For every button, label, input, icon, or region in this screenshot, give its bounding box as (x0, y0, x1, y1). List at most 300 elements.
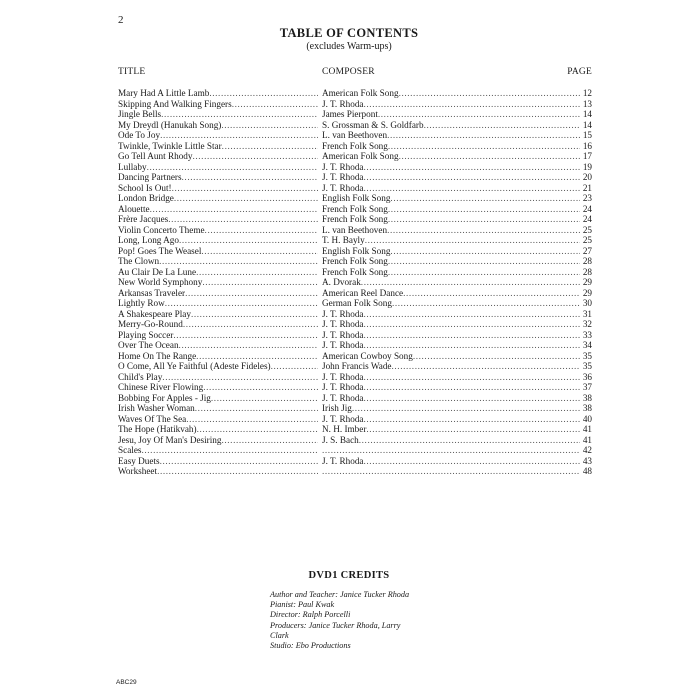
toc-entry-composer (322, 445, 580, 456)
toc-entry-composer (322, 193, 580, 204)
toc-entry-title (118, 435, 318, 446)
toc-entry (118, 256, 592, 267)
toc-entry-composer (322, 88, 580, 99)
toc-entry-title-text: Dancing Partners (118, 172, 182, 182)
toc-entry-page: 14 (582, 109, 592, 119)
toc-entry-page: 29 (582, 277, 592, 287)
toc-entry-page: 16 (582, 140, 592, 151)
dot-leader (364, 172, 580, 182)
toc-entry-page: 41 (582, 424, 592, 434)
toc-entry (118, 204, 592, 215)
toc-entry-title (118, 277, 318, 288)
toc-entry-composer-text: John Francis Wade (322, 361, 392, 371)
toc-entry-composer-text: L. van Beethoven (322, 130, 388, 140)
toc-entry-composer-text: J. T. Rhoda (322, 371, 364, 382)
toc-entry-title-text: Easy Duets (118, 455, 160, 466)
dot-leader (387, 225, 580, 235)
toc-entry (118, 99, 592, 110)
toc-entry (118, 172, 592, 183)
toc-entry-title-text: Bobbing For Apples - Jig (118, 392, 211, 403)
toc-entry-title-text: Jesu, Joy Of Man's Desiring (118, 434, 222, 445)
toc-entry-title-text: School Is Out! (118, 182, 172, 193)
toc-entry-page: 48 (582, 466, 592, 476)
dot-leader (202, 277, 318, 287)
toc-entry-composer-text: American Folk Song (322, 151, 399, 161)
dot-leader (378, 109, 580, 119)
toc-entry (118, 235, 592, 246)
toc-entry-title (118, 267, 318, 278)
toc-entry-title-text: Scales (118, 445, 142, 455)
dot-leader (359, 435, 580, 445)
toc-entry-title (118, 445, 318, 456)
toc-entry-page: 43 (582, 455, 592, 466)
toc-entry-page: 28 (582, 256, 592, 266)
toc-entry-title (118, 403, 318, 414)
toc-entry (118, 424, 592, 435)
header-composer: COMPOSER (322, 67, 375, 77)
dot-leader (205, 225, 318, 235)
toc-entry-title-text: Playing Soccer (118, 329, 174, 340)
dot-leader (174, 193, 318, 203)
credit-line: Pianist: Paul Kwak (270, 600, 335, 610)
toc-entry-title (118, 162, 318, 173)
toc-entry-title-text: The Hope (Hatikvah) (118, 424, 197, 434)
toc-entry-title-text: Lullaby (118, 161, 147, 172)
credit-line: Author and Teacher: Janice Tucker Rhoda (270, 590, 410, 599)
toc-entry-title (118, 319, 318, 330)
toc-entry-composer-text: A. Dvorak (322, 277, 361, 287)
toc-entry (118, 183, 592, 194)
toc-entry (118, 277, 592, 288)
toc-entry-title (118, 214, 318, 225)
page-subtitle: (excludes Warm-ups) (306, 41, 392, 52)
toc-entry-composer (322, 256, 580, 267)
toc-entry-title (118, 456, 318, 467)
dot-leader (172, 183, 318, 193)
toc-entry-page: 27 (582, 245, 592, 256)
toc-entry (118, 120, 592, 131)
credits-heading: DVD1 CREDITS (308, 570, 390, 581)
dot-leader (168, 214, 318, 224)
toc-list (118, 88, 592, 477)
dot-leader (352, 403, 580, 413)
dot-leader (390, 193, 580, 203)
toc-entry-title (118, 298, 318, 309)
toc-entry-title-text: Lightly Row (118, 298, 165, 308)
dot-leader (203, 382, 318, 392)
dot-leader (232, 99, 318, 109)
toc-entry-composer (322, 172, 580, 183)
toc-entry-composer-text: J. T. Rhoda (322, 392, 364, 403)
dot-leader (191, 309, 318, 319)
toc-entry-title (118, 235, 318, 246)
dot-leader (387, 130, 580, 140)
toc-entry-title (118, 204, 318, 215)
toc-entry-title-text: The Clown (118, 256, 160, 266)
dot-leader (141, 445, 318, 455)
toc-entry-page: 19 (582, 161, 592, 172)
dot-leader (179, 235, 318, 245)
dot-leader (221, 120, 318, 130)
toc-entry-composer (322, 319, 580, 330)
toc-entry-title-text: Over The Ocean (118, 340, 179, 350)
dot-leader (182, 172, 318, 182)
toc-entry-composer-text: Irish Jig (322, 403, 352, 413)
toc-entry-title-text: Ode To Joy (118, 130, 161, 140)
toc-entry-title-text: A Shakespeare Play (118, 308, 191, 319)
toc-entry-page: 25 (582, 235, 592, 245)
dot-leader (173, 330, 318, 340)
dot-leader (192, 151, 318, 161)
toc-entry-composer-text: J. T. Rhoda (322, 329, 364, 340)
toc-entry (118, 330, 592, 341)
toc-entry-composer-text: J. T. Rhoda (322, 161, 364, 172)
toc-entry (118, 109, 592, 120)
toc-entry-title (118, 256, 318, 267)
toc-entry-page: 35 (582, 350, 592, 361)
toc-entry-composer (322, 225, 580, 236)
toc-entry-title-text: Waves Of The Sea (118, 413, 187, 424)
dot-leader (399, 88, 580, 98)
toc-entry-page: 12 (582, 88, 592, 98)
toc-entry-page: 36 (582, 371, 592, 382)
dot-leader (390, 246, 580, 256)
toc-entry-title (118, 99, 318, 110)
dot-leader (159, 256, 318, 266)
toc-entry-title (118, 414, 318, 425)
toc-entry-title-text: Merry-Go-Round (118, 319, 183, 329)
toc-entry-composer-text: French Folk Song (322, 214, 388, 224)
toc-entry-title-text: New World Symphony (118, 277, 203, 287)
toc-entry-page: 38 (582, 392, 592, 403)
toc-entry-title (118, 382, 318, 393)
toc-entry-title-text: Long, Long Ago (118, 235, 179, 245)
toc-entry-composer (322, 235, 580, 246)
dot-leader (271, 361, 318, 371)
toc-entry-composer (322, 151, 580, 162)
toc-entry-composer (322, 246, 580, 257)
toc-entry-composer (322, 351, 580, 362)
toc-entry (118, 141, 592, 152)
toc-entry (118, 340, 592, 351)
toc-entry (118, 403, 592, 414)
toc-entry-page: 40 (582, 413, 592, 424)
toc-entry-page: 17 (582, 151, 592, 161)
toc-entry-composer-text: J. T. Rhoda (322, 455, 364, 466)
dot-leader (392, 298, 580, 308)
credit-line: Studio: Ebo Productions (270, 641, 351, 651)
toc-entry-page: 13 (582, 98, 592, 109)
toc-entry-page: 20 (582, 172, 592, 182)
toc-entry-composer (322, 267, 580, 278)
toc-entry-composer-text: French Folk Song (322, 140, 388, 151)
dot-leader (165, 298, 318, 308)
dot-leader (221, 435, 318, 445)
toc-entry-composer (322, 330, 580, 341)
credit-line: Director: Ralph Porcelli (270, 610, 351, 620)
header-page: PAGE (567, 67, 592, 77)
toc-entry-composer (322, 214, 580, 225)
dot-leader (196, 351, 318, 361)
toc-entry-title (118, 225, 318, 236)
toc-entry-composer (322, 456, 580, 467)
toc-entry (118, 225, 592, 236)
toc-entry-title (118, 288, 318, 299)
toc-entry-title-text: Jingle Bells (118, 109, 162, 119)
dot-leader (179, 340, 318, 350)
toc-entry (118, 309, 592, 320)
credits-block (270, 590, 409, 651)
toc-entry-composer-text: English Folk Song (322, 193, 391, 203)
toc-entry (118, 361, 592, 372)
dot-leader (364, 372, 580, 382)
toc-entry (118, 466, 592, 477)
toc-entry-title-text: Pop! Goes The Weasel (118, 245, 202, 256)
toc-entry-page: 31 (582, 308, 592, 319)
toc-entry-title-text: Go Tell Aunt Rhody (118, 151, 193, 161)
toc-entry-composer-text: James Pierpont (322, 109, 378, 119)
page-title: TABLE OF CONTENTS (279, 26, 419, 40)
toc-entry-composer-text: J. T. Rhoda (322, 413, 364, 424)
dot-leader (364, 162, 580, 172)
dot-leader (364, 456, 580, 466)
toc-entry-composer (322, 414, 580, 425)
toc-entry-title-text: Mary Had A Little Lamb (118, 88, 210, 98)
toc-entry (118, 456, 592, 467)
dot-leader (364, 340, 580, 350)
page-number: 2 (118, 14, 124, 26)
toc-entry-composer (322, 183, 580, 194)
toc-entry-title-text: Frère Jacques (118, 214, 169, 224)
dot-leader (195, 403, 318, 413)
toc-entry-composer-text: French Folk Song (322, 266, 388, 277)
dot-leader (147, 162, 318, 172)
toc-entry-composer (322, 340, 580, 351)
toc-entry-composer (322, 361, 580, 372)
toc-entry-composer (322, 424, 580, 435)
dot-leader (388, 267, 580, 277)
toc-entry-composer (322, 372, 580, 383)
toc-entry-page: 14 (582, 119, 592, 130)
toc-entry-page: 25 (582, 224, 592, 235)
toc-entry-page: 30 (582, 298, 592, 308)
toc-entry-page: 29 (582, 287, 592, 298)
toc-entry (118, 162, 592, 173)
toc-entry-page: 24 (582, 203, 592, 214)
toc-entry-page: 15 (582, 130, 592, 140)
toc-entry-page: 35 (582, 361, 592, 371)
toc-entry-composer-text: J. T. Rhoda (322, 182, 364, 193)
toc-entry-title (118, 330, 318, 341)
toc-entry-composer-text: American Reel Dance (322, 287, 404, 298)
toc-entry-title-text: My Dreydl (Hanukah Song) (118, 119, 222, 130)
toc-entry (118, 372, 592, 383)
dot-leader (399, 151, 580, 161)
toc-entry-composer (322, 382, 580, 393)
toc-entry-composer-text: L. van Beethoven (322, 224, 388, 235)
toc-entry (118, 214, 592, 225)
toc-entry-composer (322, 130, 580, 141)
toc-entry-composer (322, 298, 580, 309)
toc-entry (118, 193, 592, 204)
toc-entry-page: 42 (582, 445, 592, 455)
toc-entry-title-text: London Bridge (118, 193, 174, 203)
toc-entry-title-text: Child's Play (118, 371, 163, 382)
toc-entry-title (118, 309, 318, 320)
dot-leader (157, 466, 318, 476)
toc-entry (118, 382, 592, 393)
dot-leader (366, 424, 580, 434)
dot-leader (196, 267, 318, 277)
toc-entry-composer-text: J. T. Rhoda (322, 308, 364, 319)
toc-entry-title-text: Skipping And Walking Fingers (118, 98, 232, 109)
toc-entry-composer-text: J. T. Rhoda (322, 98, 364, 109)
toc-entry-composer (322, 109, 580, 120)
toc-entry-page: 21 (582, 182, 592, 193)
toc-entry-composer-text: German Folk Song (322, 298, 392, 308)
toc-entry-page: 32 (582, 319, 592, 329)
toc-entry (118, 319, 592, 330)
toc-entry (118, 88, 592, 99)
toc-entry-title (118, 120, 318, 131)
dot-leader (185, 288, 318, 298)
toc-entry-composer-text: J. S. Bach (322, 434, 359, 445)
toc-entry-title (118, 351, 318, 362)
toc-entry-composer-text: J. T. Rhoda (322, 319, 364, 329)
dot-leader (364, 393, 580, 403)
toc-entry-composer (322, 288, 580, 299)
dot-leader (183, 319, 318, 329)
toc-entry-title-text: Irish Washer Woman (118, 403, 195, 413)
toc-entry-page: 34 (582, 340, 592, 350)
dot-leader (364, 309, 580, 319)
toc-entry (118, 130, 592, 141)
dot-leader (186, 414, 318, 424)
toc-entry-composer (322, 204, 580, 215)
toc-entry-page: 28 (582, 266, 592, 277)
dot-leader (388, 256, 580, 266)
toc-entry-title-text: Au Clair De La Lune (118, 266, 197, 277)
toc-entry-composer-text: American Folk Song (322, 88, 399, 98)
toc-entry-title-text: Worksheet (118, 466, 158, 476)
toc-entry-composer (322, 393, 580, 404)
toc-entry-composer-text: S. Grossman & S. Goldfarb (322, 119, 424, 130)
dot-leader (364, 319, 580, 329)
toc-entry-composer (322, 435, 580, 446)
toc-entry-title (118, 246, 318, 257)
toc-entry-composer (322, 277, 580, 288)
dot-leader (160, 130, 318, 140)
dot-leader (162, 372, 318, 382)
toc-entry-composer-text: American Cowboy Song (322, 350, 413, 361)
toc-entry-composer (322, 99, 580, 110)
dot-leader (222, 141, 318, 151)
dot-leader (209, 88, 318, 98)
toc-entry-composer (322, 120, 580, 131)
credit-line: Producers: Janice Tucker Rhoda, Larry (270, 620, 401, 630)
footer-code: ABC29 (116, 679, 137, 686)
dot-leader (392, 361, 580, 371)
toc-entry-title (118, 88, 318, 99)
dot-leader (197, 424, 318, 434)
dot-leader (211, 393, 318, 403)
toc-entry-title (118, 340, 318, 351)
dot-leader (364, 183, 580, 193)
toc-entry-composer (322, 162, 580, 173)
toc-entry (118, 414, 592, 425)
toc-entry-title (118, 193, 318, 204)
dot-leader (160, 456, 318, 466)
toc-entry-title (118, 151, 318, 162)
toc-entry-title (118, 372, 318, 383)
toc-entry-composer-text: J. T. Rhoda (322, 382, 364, 392)
toc-entry-title (118, 393, 318, 404)
toc-entry-title (118, 141, 318, 152)
dot-leader (365, 235, 580, 245)
toc-entry-composer-text: English Folk Song (322, 245, 391, 256)
toc-entry-title (118, 183, 318, 194)
toc-entry (118, 393, 592, 404)
toc-entry-composer (322, 309, 580, 320)
toc-entry-composer-text: J. T. Rhoda (322, 340, 364, 350)
toc-entry (118, 351, 592, 362)
toc-entry-title-text: Twinkle, Twinkle Little Star (118, 140, 222, 151)
toc-entry-composer-text: J. T. Rhoda (322, 172, 364, 182)
toc-entry (118, 246, 592, 257)
dot-leader (150, 204, 318, 214)
toc-entry (118, 298, 592, 309)
toc-entry-title-text: O Come, All Ye Faithful (Adeste Fideles) (118, 361, 271, 371)
toc-entry-composer (322, 141, 580, 152)
toc-entry (118, 288, 592, 299)
toc-entry-page: 33 (582, 329, 592, 340)
toc-entry-composer-text: French Folk Song (322, 203, 388, 214)
dot-leader (388, 204, 580, 214)
toc-entry-title (118, 130, 318, 141)
toc-entry-title (118, 466, 318, 477)
toc-entry (118, 151, 592, 162)
dot-leader (364, 414, 580, 424)
dot-leader (364, 330, 580, 340)
dot-leader (322, 466, 580, 476)
dot-leader (361, 277, 580, 287)
credit-line: Clark (270, 630, 289, 640)
dot-leader (161, 109, 318, 119)
dot-leader (388, 141, 580, 151)
dot-leader (201, 246, 318, 256)
toc-entry-composer-text: French Folk Song (322, 256, 388, 266)
header-title: TITLE (118, 67, 146, 77)
toc-entry-composer (322, 466, 580, 477)
toc-entry-composer-text: T. H. Bayly (322, 235, 365, 245)
toc-entry-title-text: Violin Concerto Theme (118, 224, 205, 235)
dot-leader (364, 382, 580, 392)
toc-entry-title (118, 172, 318, 183)
toc-entry (118, 435, 592, 446)
toc-entry-page: 37 (582, 382, 592, 392)
toc-entry-title (118, 109, 318, 120)
toc-entry (118, 267, 592, 278)
dot-leader (322, 445, 580, 455)
toc-entry-composer-text: N. H. Imber (322, 424, 367, 434)
dot-leader (388, 214, 580, 224)
toc-entry-title-text: Arkansas Traveler (118, 287, 186, 298)
toc-entry (118, 445, 592, 456)
toc-entry-title-text: Home On The Range (118, 350, 197, 361)
toc-entry-title-text: Chinese River Flowing (118, 382, 204, 392)
toc-entry-title (118, 424, 318, 435)
toc-entry-title (118, 361, 318, 372)
